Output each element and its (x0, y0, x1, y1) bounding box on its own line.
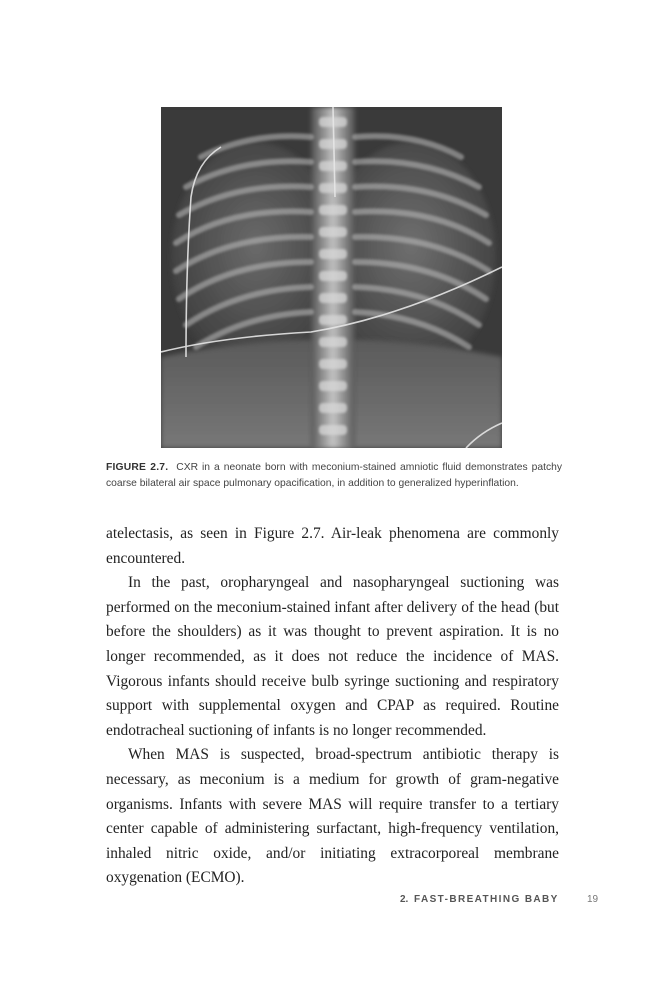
body-text (106, 522, 559, 891)
chapter-title: FAST-BREATHING BABY (414, 894, 559, 905)
paragraph: atelectasis, as seen in Figure 2.7. Air-leak phenomena are commonly encountered. (106, 525, 559, 567)
paragraph: In the past, oropharyngeal and nasopharyngeal suctioning was performed on the meconium-stained infant after delivery of the head (but before the shoulders) as it was thought to prevent aspiration. It is no longer recommended, as it does not reduce the incidence of MAS. Vigorous infants should receive bulb syringe suctioning and respiratory support with supplemental oxygen and CPAP as required. Routine endotracheal suctioning of infants is no longer recommended. (106, 574, 559, 739)
figure-caption-text: CXR in a neonate born with meconium-stained amniotic fluid demonstrates patchy coarse bilateral air space pulmonary opacification, in addition to generalized hyperinflation. (106, 462, 562, 489)
chapter-number: 2. (400, 894, 409, 905)
figure-label: FIGURE 2.7. (106, 462, 169, 473)
page-number: 19 (587, 894, 599, 905)
chest-xray-image (161, 107, 502, 448)
paragraph: When MAS is suspected, broad-spectrum antibiotic therapy is necessary, as meconium is a medium for growth of gram-negative organisms. Infants with severe MAS will require transfer to a tertiary center capable of administering surfactant, high-frequency ventilation, inhaled nitric oxide, and/or initiating extracorporeal membrane oxygenation (ECMO). (106, 746, 559, 887)
figure-caption (106, 460, 562, 492)
running-footer (400, 894, 600, 910)
